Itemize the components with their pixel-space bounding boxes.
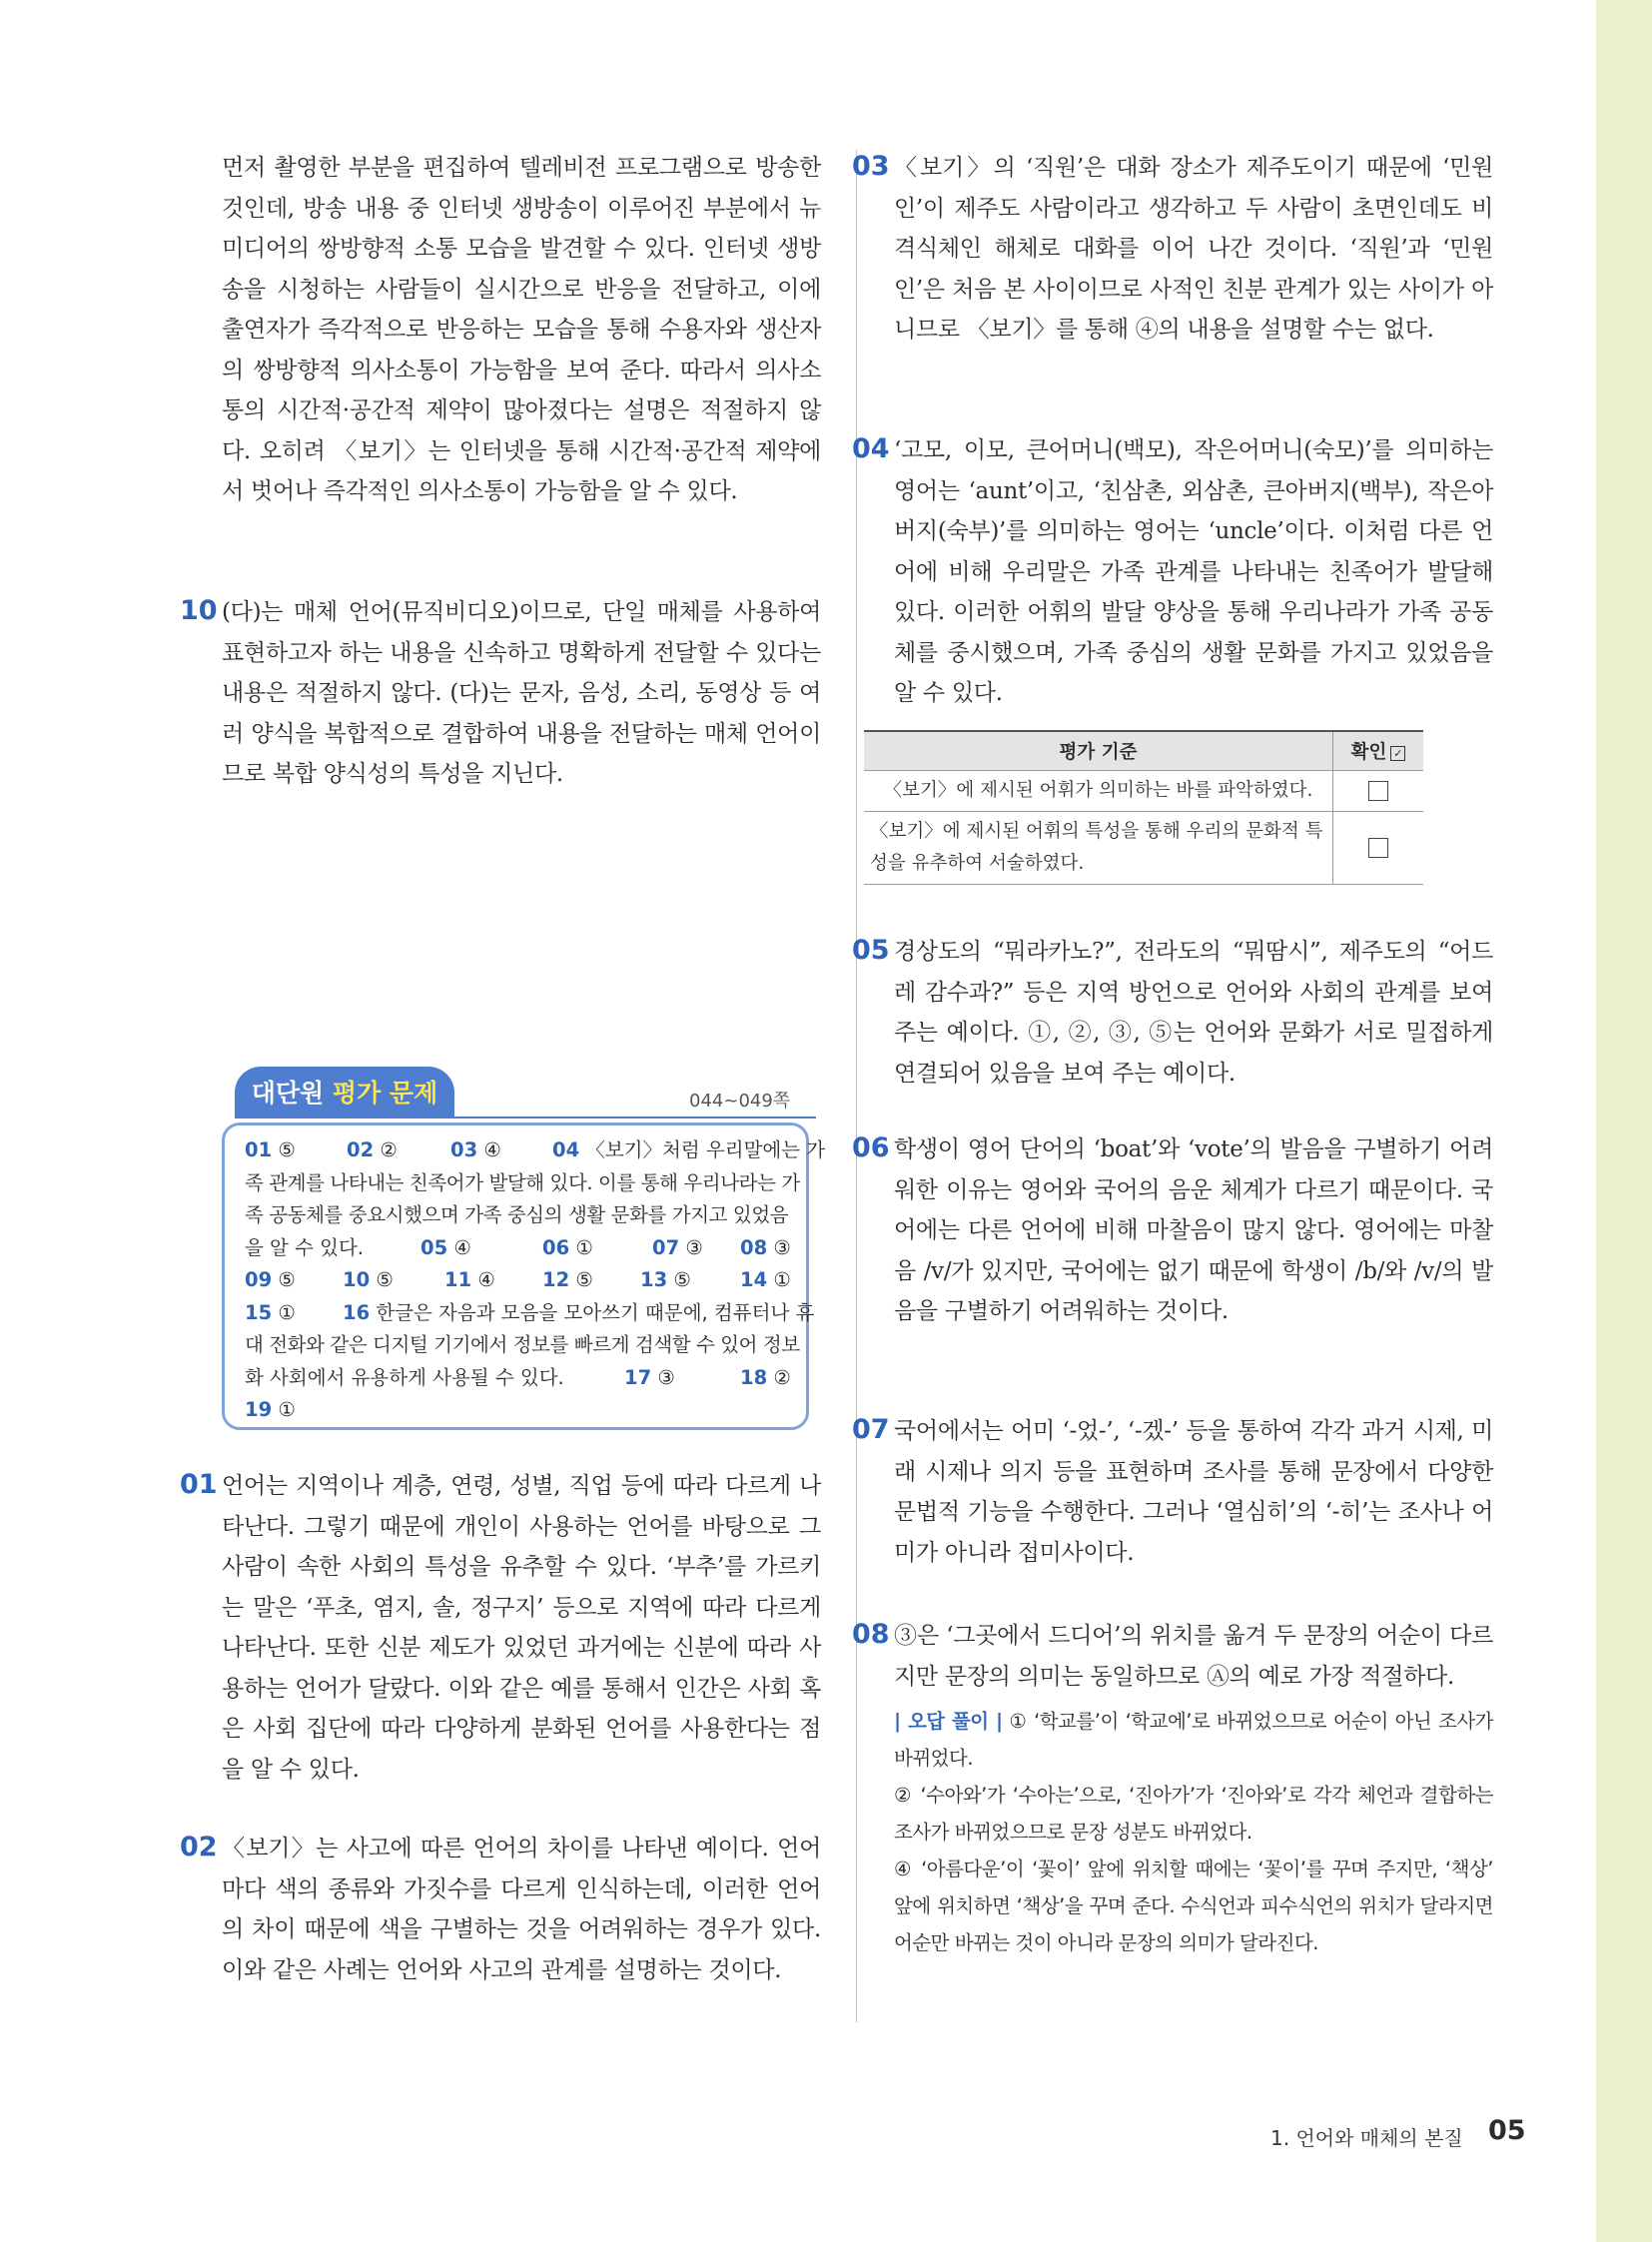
wrong-answer-explanation: | 오답 풀이 | ① ‘학교를’이 ‘학교에’로 바뀌었으므로 어순이 아닌 조사가 바뀌었다. ② ‘수아와’가 ‘수아는’으로, ‘진아가’가 ‘진아와’로 각각 체언과 결합하는 조사가 바뀌었으므로 문장 성분도 바뀌었다. ④ ‘아름다운’이 ‘꽃이’ 앞에 위치할 때에는 ‘꽃이’를 꾸며 주지만, ‘책상’ 앞에 위치하면 ‘책상’을 꾸며 준다. 수식언과 피수식언의 위치가 달라지면 어순만 바뀌는 것이 아니라 문장의 의미가 달라진다.	[894, 1710, 1493, 1954]
criteria-checkbox[interactable]	[1333, 771, 1424, 812]
criteria-table	[864, 730, 1423, 885]
answer-04-line2: 족 관계를 나타내는 친족어가 발달해 있다. 이를 통해 우리나라는 가	[245, 1170, 800, 1194]
side-margin-band	[1596, 0, 1652, 2242]
item-number: 07	[852, 1414, 890, 1445]
item-number: 04	[852, 433, 890, 464]
column-divider	[856, 150, 857, 2022]
answer-row: 15 ① 16 한글은 자음과 모음을 모아쓰기 때문에, 컴퓨터나 휴	[245, 1300, 815, 1324]
item-text: 경상도의 “뭐라카노?”, 전라도의 “뭐땀시”, 제주도의 “어드레 감수과?” 등은 지역 방언으로 언어와 사회의 관계를 보여 주는 예이다. ①, ②, ③, ⑤는 언어와 문화가 서로 밀접하게 연결되어 있음을 보여 주는 예이다.	[894, 939, 1493, 1087]
item-number: 05	[852, 935, 890, 966]
check-header: 확인 ✓	[1333, 731, 1424, 771]
criteria-table-wrap	[864, 730, 1463, 885]
answer-row: 19 ①	[245, 1398, 296, 1421]
criteria-checkbox[interactable]	[1333, 812, 1424, 885]
item-text: 언어는 지역이나 계층, 연령, 성별, 직업 등에 따라 다르게 나타난다. 그렇기 때문에 개인이 사용하는 언어를 바탕으로 그 사람이 속한 사회의 특성을 유추할 수 있다. ‘부추’를 가르키는 말은 ‘푸초, 염지, 솔, 정구지’ 등으로 지역에 따라 다르게 나타난다. 또한 신분 제도가 있었던 과거에는 신분에 따라 사용하는 언어가 달랐다. 이와 같은 예를 통해서 인간은 사회 혹은 사회 집단에 따라 다양하게 분화된 언어를 사용한다는 점을 알 수 있다.	[222, 1473, 821, 1783]
panel-top-rule	[454, 1117, 816, 1119]
answer-item-10	[180, 592, 821, 795]
item-text: 〈보기〉의 ‘직원’은 대화 장소가 제주도이기 때문에 ‘민원인’이 제주도 사람이라고 생각하고 두 사람이 초면인데도 비격식체인 해체로 대화를 이어 나간 것이다. ‘직원’과 ‘민원인’은 처음 본 사이이므로 사적인 친분 관계가 있는 사이가 아니므로 〈보기〉를 통해 ④의 내용을 설명할 수는 없다.	[894, 155, 1493, 343]
answer-item-05	[852, 932, 1493, 1094]
answer-item-07	[852, 1411, 1493, 1573]
item-text: 〈보기〉는 사고에 따른 언어의 차이를 나타낸 예이다. 언어마다 색의 종류와 가짓수를 다르게 인식하는데, 이러한 언어의 차이 때문에 색을 구별하는 것을 어려워하는 경우가 있다. 이와 같은 사례는 언어와 사고의 관계를 설명하는 것이다.	[222, 1836, 821, 1983]
item-number: 08	[852, 1619, 890, 1650]
item-text: 학생이 영어 단어의 ‘boat’와 ‘vote’의 발음을 구별하기 어려워한 이유는 영어와 국어의 음운 체계가 다르기 때문이다. 국어에는 다른 언어에 비해 마찰음이 많지 않다. 영어에는 마찰음 /v/가 있지만, 국어에는 없기 때문에 학생이 /b/와 /v/의 발음을 구별하기 어려워하는 것이다.	[894, 1136, 1493, 1324]
answer-key	[245, 1134, 826, 1427]
answer-item-08	[852, 1616, 1493, 1961]
criteria-text: 〈보기〉에 제시된 어휘의 특성을 통해 우리의 문화적 특성을 유추하여 서술하였다.	[864, 812, 1333, 885]
answer-row: 01 ⑤ 02 ② 03 ④ 04 〈보기〉처럼 우리말에는 가	[245, 1138, 826, 1161]
item-text: ③은 ‘그곳에서 드디어’의 위치를 옮겨 두 문장의 어순이 다르지만 문장의 의미는 동일하므로 Ⓐ의 예로 가장 적절하다.	[894, 1623, 1493, 1690]
answer-item-03	[852, 148, 1493, 351]
item-number: 06	[852, 1132, 890, 1163]
page-range: 044~049쪽	[689, 1091, 791, 1112]
answer-item-04	[852, 430, 1493, 714]
checkbox-icon: ✓	[1390, 746, 1405, 761]
wrong-answer-label: | 오답 풀이 |	[894, 1710, 1003, 1733]
criteria-text: 〈보기〉에 제시된 어휘가 의미하는 바를 파악하였다.	[864, 771, 1333, 812]
item-number: 10	[180, 595, 218, 626]
chapter-title: 1. 언어와 매체의 본질	[1270, 2126, 1463, 2150]
item-text: ‘고모, 이모, 큰어머니(백모), 작은어머니(숙모)’를 의미하는 영어는 ‘aunt’이고, ‘친삼촌, 외삼촌, 큰아버지(백부), 작은아버지(숙부)’를 의미하는 영어는 ‘uncle’이다. 이처럼 다른 언어에 비해 우리말은 가족 관계를 나타내는 친족어가 발달해 있다. 이러한 어휘의 발달 양상을 통해 우리나라가 가족 공동체를 중시했으며, 가족 중심의 생활 문화를 가지고 있었음을 알 수 있다.	[894, 437, 1493, 706]
tab-prefix: 대단원	[251, 1079, 325, 1108]
tab-highlight: 평가 문제	[332, 1079, 438, 1108]
criteria-row	[864, 771, 1423, 812]
item-text: (다)는 매체 언어(뮤직비디오)이므로, 단일 매체를 사용하여 표현하고자 하는 내용을 신속하고 명확하게 전달할 수 있다는 내용은 적절하지 않다. (다)는 문자, 음성, 소리, 동영상 등 여러 양식을 복합적으로 결합하여 내용을 전달하는 매체 언어이므로 복합 양식성의 특성을 지닌다.	[222, 599, 821, 787]
answer-row: 화 사회에서 유용하게 사용될 수 있다. 17 ③ 18 ②	[245, 1365, 791, 1389]
page-number: 05	[1488, 2115, 1526, 2146]
answer-item-06	[852, 1129, 1493, 1332]
answer-item-01	[180, 1466, 821, 1790]
answer-row: 을 알 수 있다. 05 ④ 06 ① 07 ③ 08 ③	[245, 1235, 791, 1259]
answer-04-line3: 족 공동체를 중요시했으며 가족 중심의 생활 문화를 가지고 있었음	[245, 1203, 789, 1226]
intro-paragraph: 먼저 촬영한 부분을 편집하여 텔레비전 프로그램으로 방송한 것인데, 방송 내용 중 인터넷 생방송이 이루어진 부분에서 뉴 미디어의 쌍방향적 소통 모습을 발견할 수 있다. 인터넷 생방송을 시청하는 사람들이 실시간으로 반응을 전달하고, 이에 출연자가 즉각적으로 반응하는 모습을 통해 수용자와 생산자의 쌍방향적 의사소통이 가능함을 보여 준다. 따라서 의사소통의 시간적·공간적 제약이 많아졌다는 설명은 적절하지 않다. 오히려 〈보기〉는 인터넷을 통해 시간적·공간적 제약에서 벗어나 즉각적인 의사소통이 가능함을 알 수 있다.	[222, 155, 821, 504]
criteria-header: 평가 기준	[864, 731, 1333, 771]
item-text: 국어에서는 어미 ‘-었-’, ‘-겠-’ 등을 통하여 각각 과거 시제, 미래 시제나 의지 등을 표현하며 조사를 통해 문장에서 다양한 문법적 기능을 수행한다. 그러나 ‘열심히’의 ‘-히’는 조사나 어미가 아니라 접미사이다.	[894, 1418, 1493, 1566]
unit-assessment-tab	[235, 1067, 454, 1119]
answer-item-02	[180, 1829, 821, 1990]
item-number: 02	[180, 1832, 218, 1863]
answer-row: 09 ⑤ 10 ⑤ 11 ④ 12 ⑤ 13 ⑤ 14 ①	[245, 1268, 791, 1291]
item-number: 03	[852, 151, 890, 182]
answer-16-line2: 대 전화와 같은 디지털 기기에서 정보를 빠르게 검색할 수 있어 정보	[245, 1333, 800, 1356]
criteria-row	[864, 812, 1423, 885]
item-number: 01	[180, 1469, 218, 1500]
